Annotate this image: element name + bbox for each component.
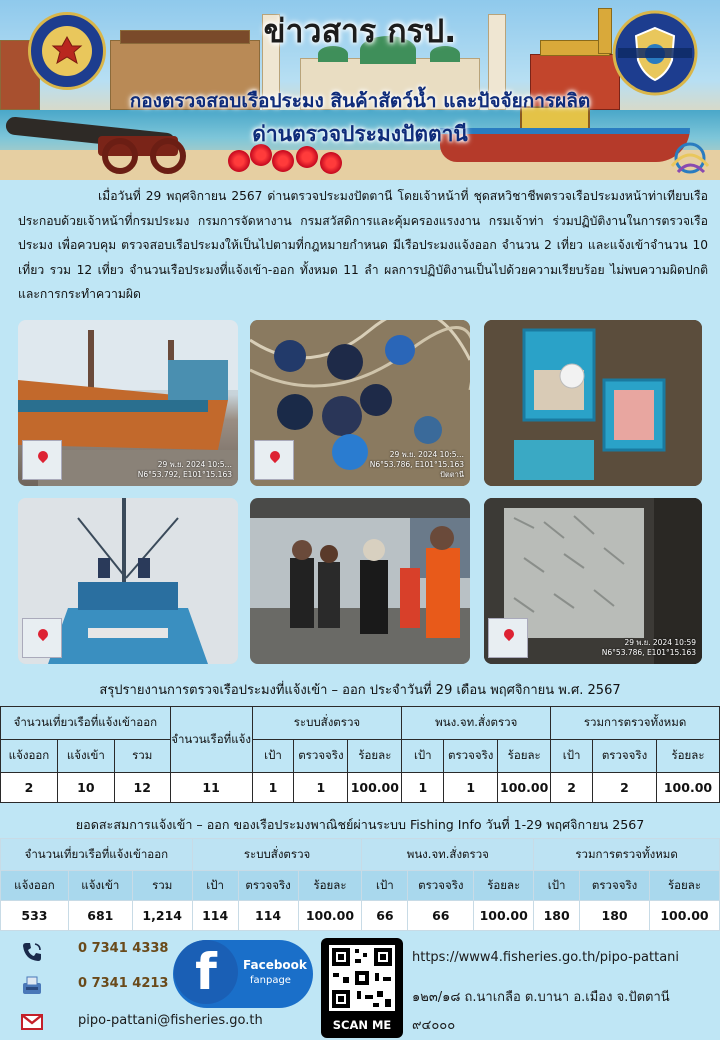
map-thumbnail [22,618,62,658]
subheader: แจ้งออก [1,740,58,773]
table-cell: 1 [252,773,294,803]
table-cell: 100.00 [656,773,719,803]
subheader: เป้า [252,740,294,773]
cumulative-summary-title: ยอดสะสมการแจ้งเข้า – ออก ของเรือประมงพาณิชย์ผ่านระบบ Fishing Info วันที่ 1-29 พฤศจิกายน 2567 [75,817,645,832]
subheader: แจ้งเข้า [57,740,114,773]
facebook-label: Facebook [243,958,307,972]
table-cell: 2 [1,773,58,803]
table-cell: 66 [408,901,474,931]
header-officer: พนง.จท.สั่งตรวจ [362,839,534,871]
table-cell: 114 [192,901,238,931]
header-system: ระบบสั่งตรวจ [192,839,362,871]
scan-me-label: SCAN ME [332,1018,392,1032]
subheader: ร้อยละ [649,871,719,901]
table-cell: 100.00 [348,773,402,803]
facebook-sublabel: fanpage [250,975,291,986]
subheader: ตรวจจริง [294,740,348,773]
subheader: แจ้งออก [1,871,69,901]
subheader: เป้า [362,871,408,901]
subheader: ร้อยละ [656,740,719,773]
facebook-icon: f [174,940,238,1004]
subheader: ตรวจจริง [580,871,650,901]
subheader: ตรวจจริง [593,740,657,773]
table-cell: 100.00 [474,901,534,931]
table-cell: 1 [402,773,444,803]
daily-summary-title: สรุปรายงานการตรวจเรือประมงที่แจ้งเข้า – ออก ประจำวันที่ 29 เดือน พฤศจิกายน พ.ศ. 2567 [99,683,621,698]
subheader: เป้า [551,740,593,773]
header-system: ระบบสั่งตรวจ [252,707,402,740]
qr-code-card[interactable] [321,938,403,1038]
subheader: ร้อยละ [298,871,362,901]
subheader: รวม [132,871,192,901]
map-thumbnail [488,618,528,658]
newsletter-title: ข่าวสาร กรป. [263,12,457,50]
table-cell: 1 [444,773,498,803]
photo-fish-catch [484,498,702,664]
address-line: ๑๒๓/๑๘ ถ.นาเกลือ ต.บานา อ.เมือง จ.ปัตตานี [412,990,670,1005]
table-cell: 11 [170,773,252,803]
division-name: กองตรวจสอบเรือประมง สินค้าสัตว์น้ำ และปัจจัยการผลิต [129,90,591,112]
table-cell: 114 [238,901,298,931]
news-paragraph: เมื่อวันที่ 29 พฤศจิกายน 2567 ด่านตรวจประมงปัตตานี โดยเจ้าหน้าที่ ชุดสหวิชาชีพตรวจเรือประมงหน้าท่าเทียบเรือ ประกอบด้วยเจ้าหน้าที่กรมประมง กรมการจัดหางาน กรมสวัสดิการและคุ้มครองแรงงาน กรมเจ้าท่า ร่วมปฏิบัติงานในการตรวจเรือประมง เพื่อควบคุม ตรวจสอบเรือประมงให้เป็นไปตามที่กฎหมายกำหนด มีเรือประมงแจ้งออก จำนวน 2 เที่ยว และแจ้งเข้าจำนวน 10 เที่ยว รวม 12 เที่ยว จำนวนเรือประมงที่แจ้งเข้า-ออก ทั้งหมด 11 ลำ ผลการปฏิบัติงานเป็นไปด้วยความเรียบร้อย ไม่พบความผิดปกติและการกระทำความผิด [18,189,708,302]
subheader: เป้า [192,871,238,901]
table-cell: 2 [593,773,657,803]
table-cell: 100.00 [498,773,551,803]
postal-code: ๙๔๐๐๐ [412,1018,456,1033]
header-trips: จำนวนเที่ยวเรือที่แจ้งเข้าออก [1,707,171,740]
table-cell: 1,214 [132,901,192,931]
table-cell: 1 [294,773,348,803]
subheader: ร้อยละ [348,740,402,773]
subheader: แจ้งเข้า [68,871,132,901]
header-total: รวมการตรวจทั้งหมด [551,707,720,740]
table-cell: 533 [1,901,69,931]
photo-timestamp: 29 พ.ย. 2024 10:5… N6°53.786, E101°15.163 ปัตตานี [369,450,464,479]
address-block [408,940,718,1036]
table-cell: 100.00 [649,901,719,931]
subheader: เป้า [534,871,580,901]
table-cell: 66 [362,901,408,931]
map-thumbnail [254,440,294,480]
fish-line-icon [664,136,716,180]
table-cell: 12 [114,773,170,803]
subheader: ร้อยละ [474,871,534,901]
subheader: เป้า [402,740,444,773]
fax-number[interactable]: 0 7341 4213 [78,976,169,991]
photo-timestamp: 29 พ.ย. 2024 10:59 N6°53.786, E101°15.163 [601,638,696,657]
phone-number[interactable]: 0 7341 4338 [78,941,169,956]
table-cell: 180 [580,901,650,931]
phone-icon [20,940,44,964]
website-link[interactable]: https://www4.fisheries.go.th/pipo-pattani [412,950,680,965]
header-boats: จำนวนเรือที่แจ้ง [170,707,252,773]
header-trips: จำนวนเที่ยวเรือที่แจ้งเข้าออก [1,839,193,871]
table-cell: 180 [534,901,580,931]
header-banner [0,0,720,180]
table-cell: 100.00 [298,901,362,931]
subheader: รวม [114,740,170,773]
map-thumbnail [22,440,62,480]
photo-boat-mast [18,498,238,664]
photo-fish-baskets [484,320,702,486]
daily-summary-table [0,706,720,803]
table-cell: 2 [551,773,593,803]
table-cell: 10 [57,773,114,803]
subheader: ร้อยละ [498,740,551,773]
table-cell: 681 [68,901,132,931]
checkpoint-name: ด่านตรวจประมงปัตตานี [252,122,468,146]
fax-icon [20,974,44,998]
header-total: รวมการตรวจทั้งหมด [534,839,720,871]
mail-icon [20,1010,44,1034]
header-officer: พนง.จท.สั่งตรวจ [402,707,551,740]
subheader: ตรวจจริง [238,871,298,901]
officers-illustration [250,498,470,664]
photo-fishing-floats [250,320,470,486]
photo-inspection-officers [250,498,470,664]
subheader: ตรวจจริง [444,740,498,773]
cumulative-summary-table [0,838,720,931]
baskets-illustration [484,320,702,486]
photo-fishing-boat-hull [18,320,238,486]
email-address[interactable]: pipo-pattani@fisheries.go.th [78,1013,263,1028]
subheader: ตรวจจริง [408,871,474,901]
photo-timestamp: 29 พ.ย. 2024 10:5… N6°53.792, E101°15.163 [137,460,232,479]
qr-code [329,945,395,1011]
